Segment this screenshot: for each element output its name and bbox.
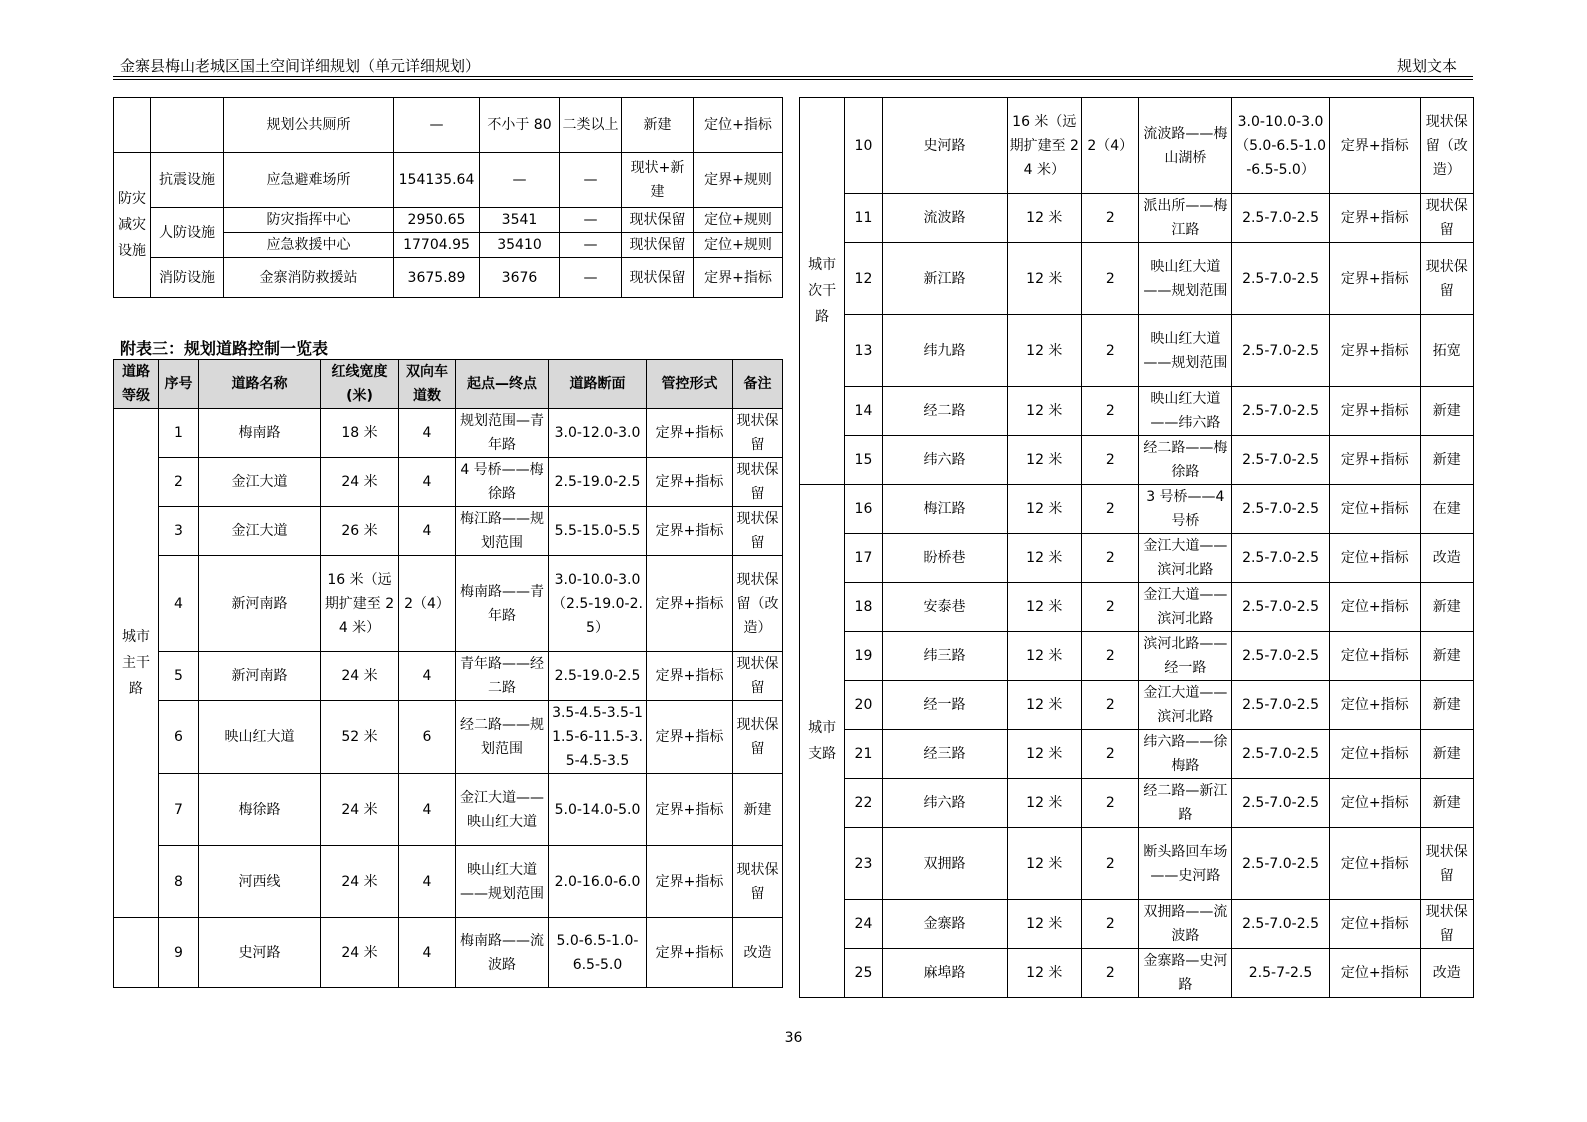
remarks: 新建 xyxy=(1420,632,1473,681)
lane-count: 2 xyxy=(1082,436,1139,485)
road-name: 梅江路 xyxy=(882,485,1007,534)
road-extent: 双拥路——流波路 xyxy=(1139,900,1232,949)
red-line-width: 12 米 xyxy=(1007,730,1082,779)
road-grade-cell: 城市次干路 xyxy=(800,98,845,485)
red-line-width: 24 米 xyxy=(321,774,399,846)
red-line-width: 12 米 xyxy=(1007,632,1082,681)
road-extent: 映山红大道——规划范围 xyxy=(1139,243,1232,315)
table-row xyxy=(114,846,783,918)
red-line-width: 24 米 xyxy=(321,918,399,988)
road-section: 3.0-10.0-3.0（2.5-19.0-2.5） xyxy=(549,556,647,652)
red-line-width: 12 米 xyxy=(1007,779,1082,828)
lane-count: 2 xyxy=(1082,779,1139,828)
row-number: 14 xyxy=(845,387,882,436)
road-extent: 梅南路——青年路 xyxy=(456,556,549,652)
control-mode: 定界+指标 xyxy=(647,918,733,988)
table-cell: 二类以上 xyxy=(560,98,622,153)
red-line-width: 12 米 xyxy=(1007,194,1082,243)
table-row xyxy=(114,409,783,458)
table-cell: 现状+新建 xyxy=(622,153,694,208)
column-header: 序号 xyxy=(159,360,199,409)
road-grade-cell: 城市支路 xyxy=(800,485,845,998)
red-line-width: 52 米 xyxy=(321,701,399,774)
column-header: 管控形式 xyxy=(647,360,733,409)
lane-count: 2（4） xyxy=(1082,98,1139,194)
road-name: 金江大道 xyxy=(199,458,321,507)
control-mode: 定位+指标 xyxy=(1329,681,1420,730)
column-header: 道路等级 xyxy=(114,360,159,409)
table-row xyxy=(114,507,783,556)
table-row xyxy=(114,458,783,507)
road-name: 纬九路 xyxy=(882,315,1007,387)
control-mode: 定界+指标 xyxy=(647,774,733,846)
row-number: 7 xyxy=(159,774,199,846)
row-number: 2 xyxy=(159,458,199,507)
red-line-width: 12 米 xyxy=(1007,828,1082,900)
road-extent: 金江大道——滨河北路 xyxy=(1139,583,1232,632)
row-number: 3 xyxy=(159,507,199,556)
road-name: 金寨路 xyxy=(882,900,1007,949)
row-number: 22 xyxy=(845,779,882,828)
remarks: 新建 xyxy=(1420,387,1473,436)
remarks: 拓宽 xyxy=(1420,315,1473,387)
road-extent: 映山红大道——规划范围 xyxy=(456,846,549,918)
control-mode: 定界+指标 xyxy=(1329,387,1420,436)
control-mode: 定界+指标 xyxy=(647,409,733,458)
table-cell: 154135.64 xyxy=(394,153,480,208)
table-cell: — xyxy=(480,153,560,208)
row-number: 8 xyxy=(159,846,199,918)
remarks: 新建 xyxy=(1420,681,1473,730)
road-section: 2.5-7.0-2.5 xyxy=(1232,485,1330,534)
road-section: 2.5-19.0-2.5 xyxy=(549,458,647,507)
road-extent: 滨河北路——经一路 xyxy=(1139,632,1232,681)
red-line-width: 12 米 xyxy=(1007,315,1082,387)
lane-count: 2 xyxy=(1082,681,1139,730)
lane-count: 4 xyxy=(399,846,456,918)
remarks: 改造 xyxy=(1420,949,1473,998)
table-cell: 现状保留 xyxy=(622,208,694,233)
control-mode: 定界+指标 xyxy=(647,652,733,701)
road-extent: 经二路—新江路 xyxy=(1139,779,1232,828)
table-row xyxy=(800,828,1474,900)
table-row xyxy=(800,534,1474,583)
table-row xyxy=(114,701,783,774)
road-section: 5.5-15.0-5.5 xyxy=(549,507,647,556)
table-row xyxy=(114,556,783,652)
remarks: 新建 xyxy=(1420,583,1473,632)
red-line-width: 12 米 xyxy=(1007,436,1082,485)
table-cell: 3541 xyxy=(480,208,560,233)
road-extent: 纬六路——徐梅路 xyxy=(1139,730,1232,779)
road-section: 3.5-4.5-3.5-11.5-6-11.5-3.5-4.5-3.5 xyxy=(549,701,647,774)
lane-count: 2 xyxy=(1082,534,1139,583)
table-row xyxy=(800,632,1474,681)
road-name: 河西线 xyxy=(199,846,321,918)
road-extent: 梅南路——流波路 xyxy=(456,918,549,988)
road-section: 2.5-7.0-2.5 xyxy=(1232,534,1330,583)
row-number: 5 xyxy=(159,652,199,701)
road-name: 麻埠路 xyxy=(882,949,1007,998)
row-number: 10 xyxy=(845,98,882,194)
control-mode: 定界+指标 xyxy=(647,701,733,774)
page-number: 36 xyxy=(784,1030,803,1046)
table-row xyxy=(800,730,1474,779)
control-mode: 定界+指标 xyxy=(647,556,733,652)
lane-count: 2 xyxy=(1082,949,1139,998)
red-line-width: 12 米 xyxy=(1007,681,1082,730)
control-mode: 定位+指标 xyxy=(1329,730,1420,779)
table-cell: 3676 xyxy=(480,258,560,298)
lane-count: 2 xyxy=(1082,900,1139,949)
red-line-width: 24 米 xyxy=(321,846,399,918)
road-section: 3.0-10.0-3.0（5.0-6.5-1.0-6.5-5.0） xyxy=(1232,98,1330,194)
table-cell: 现状保留 xyxy=(622,233,694,258)
road-extent: 梅江路——规划范围 xyxy=(456,507,549,556)
road-section: 2.5-7.0-2.5 xyxy=(1232,194,1330,243)
row-number: 9 xyxy=(159,918,199,988)
category-cell: 人防设施 xyxy=(151,208,224,258)
remarks: 新建 xyxy=(733,774,783,846)
table-row xyxy=(114,652,783,701)
remarks: 改造 xyxy=(1420,534,1473,583)
facility-name: 应急救援中心 xyxy=(224,233,394,258)
road-section: 2.5-7.0-2.5 xyxy=(1232,828,1330,900)
road-extent: 映山红大道——规划范围 xyxy=(1139,315,1232,387)
road-name: 纬三路 xyxy=(882,632,1007,681)
control-mode: 定界+指标 xyxy=(647,846,733,918)
table-cell: — xyxy=(560,208,622,233)
lane-count: 2 xyxy=(1082,730,1139,779)
road-name: 梅南路 xyxy=(199,409,321,458)
control-mode: 定界+指标 xyxy=(1329,194,1420,243)
table-row xyxy=(800,681,1474,730)
row-number: 12 xyxy=(845,243,882,315)
road-name: 双拥路 xyxy=(882,828,1007,900)
road-extent: 金寨路—史河路 xyxy=(1139,949,1232,998)
column-header: 道路断面 xyxy=(549,360,647,409)
row-number: 21 xyxy=(845,730,882,779)
road-extent: 金江大道——映山红大道 xyxy=(456,774,549,846)
table-cell: 定界+指标 xyxy=(694,258,783,298)
control-mode: 定位+指标 xyxy=(1329,900,1420,949)
remarks: 新建 xyxy=(1420,779,1473,828)
table-row xyxy=(800,583,1474,632)
road-name: 经一路 xyxy=(882,681,1007,730)
facility-name: 金寨消防救援站 xyxy=(224,258,394,298)
row-number: 13 xyxy=(845,315,882,387)
red-line-width: 16 米（远期扩建至 24 米） xyxy=(321,556,399,652)
road-section: 2.5-7.0-2.5 xyxy=(1232,681,1330,730)
lane-count: 2 xyxy=(1082,828,1139,900)
table-row xyxy=(800,485,1474,534)
lane-count: 4 xyxy=(399,458,456,507)
table-cell: 定界+规则 xyxy=(694,153,783,208)
lane-count: 2 xyxy=(1082,632,1139,681)
control-mode: 定界+指标 xyxy=(647,458,733,507)
facility-name: 防灾指挥中心 xyxy=(224,208,394,233)
remarks: 现状保留 xyxy=(733,846,783,918)
table-row xyxy=(800,315,1474,387)
road-name: 映山红大道 xyxy=(199,701,321,774)
road-section: 2.5-7.0-2.5 xyxy=(1232,632,1330,681)
table-cell: 2950.65 xyxy=(394,208,480,233)
lane-count: 2 xyxy=(1082,387,1139,436)
remarks: 现状保留 xyxy=(733,409,783,458)
road-name: 史河路 xyxy=(199,918,321,988)
road-name: 新河南路 xyxy=(199,652,321,701)
row-number: 1 xyxy=(159,409,199,458)
lane-count: 4 xyxy=(399,409,456,458)
lane-count: 6 xyxy=(399,701,456,774)
table-row xyxy=(114,774,783,846)
road-name: 梅徐路 xyxy=(199,774,321,846)
red-line-width: 12 米 xyxy=(1007,900,1082,949)
road-name: 纬六路 xyxy=(882,779,1007,828)
lane-count: 4 xyxy=(399,774,456,846)
control-mode: 定位+指标 xyxy=(1329,828,1420,900)
column-header: 起点—终点 xyxy=(456,360,549,409)
lane-count: 2 xyxy=(1082,243,1139,315)
control-mode: 定位+指标 xyxy=(1329,949,1420,998)
table-cell: 不小于 80 xyxy=(480,98,560,153)
red-line-width: 18 米 xyxy=(321,409,399,458)
lane-count: 4 xyxy=(399,652,456,701)
row-number: 18 xyxy=(845,583,882,632)
table-row xyxy=(800,949,1474,998)
document-title: 金寨县梅山老城区国土空间详细规划（单元详细规划） xyxy=(120,57,481,75)
remarks: 现状保留 xyxy=(733,458,783,507)
road-extent: 规划范围—青年路 xyxy=(456,409,549,458)
table-row xyxy=(114,98,783,153)
column-header: 道路名称 xyxy=(199,360,321,409)
remarks: 在建 xyxy=(1420,485,1473,534)
control-mode: 定位+指标 xyxy=(1329,583,1420,632)
red-line-width: 12 米 xyxy=(1007,583,1082,632)
lane-count: 2 xyxy=(1082,315,1139,387)
remarks: 现状保留（改造） xyxy=(733,556,783,652)
table-row xyxy=(800,436,1474,485)
road-section: 2.5-7.0-2.5 xyxy=(1232,779,1330,828)
row-number: 16 xyxy=(845,485,882,534)
road-section: 2.5-7.0-2.5 xyxy=(1232,315,1330,387)
road-name: 经三路 xyxy=(882,730,1007,779)
remarks: 新建 xyxy=(1420,436,1473,485)
remarks: 现状保留 xyxy=(1420,243,1473,315)
road-extent: 断头路回车场——史河路 xyxy=(1139,828,1232,900)
red-line-width: 12 米 xyxy=(1007,485,1082,534)
column-header: 红线宽度(米) xyxy=(321,360,399,409)
road-extent: 经二路——梅徐路 xyxy=(1139,436,1232,485)
table-cell: 新建 xyxy=(622,98,694,153)
table-row xyxy=(800,98,1474,194)
table-row xyxy=(800,387,1474,436)
red-line-width: 12 米 xyxy=(1007,243,1082,315)
table-row xyxy=(800,194,1474,243)
road-name: 经二路 xyxy=(882,387,1007,436)
facility-name: 应急避难场所 xyxy=(224,153,394,208)
road-section: 2.5-7.0-2.5 xyxy=(1232,243,1330,315)
red-line-width: 16 米（远期扩建至 24 米） xyxy=(1007,98,1082,194)
group-label: 防灾减灾设施 xyxy=(114,153,151,298)
red-line-width: 26 米 xyxy=(321,507,399,556)
road-section: 2.5-7.0-2.5 xyxy=(1232,387,1330,436)
road-section: 3.0-12.0-3.0 xyxy=(549,409,647,458)
table-row xyxy=(114,153,783,208)
table-cell: 35410 xyxy=(480,233,560,258)
red-line-width: 12 米 xyxy=(1007,387,1082,436)
control-mode: 定位+指标 xyxy=(1329,534,1420,583)
road-extent: 映山红大道——纬六路 xyxy=(1139,387,1232,436)
remarks: 现状保留 xyxy=(733,507,783,556)
road-section: 2.0-16.0-6.0 xyxy=(549,846,647,918)
road-name: 纬六路 xyxy=(882,436,1007,485)
remarks: 改造 xyxy=(733,918,783,988)
road-name: 金江大道 xyxy=(199,507,321,556)
control-mode: 定界+指标 xyxy=(1329,98,1420,194)
road-grade-cell: 城市主干路 xyxy=(114,409,159,918)
table-cell xyxy=(151,98,224,153)
table-cell: 现状保留 xyxy=(622,258,694,298)
row-number: 6 xyxy=(159,701,199,774)
table-header-row xyxy=(114,360,783,409)
control-mode: 定位+指标 xyxy=(1329,485,1420,534)
road-table-left xyxy=(113,359,783,988)
row-number: 19 xyxy=(845,632,882,681)
control-mode: 定界+指标 xyxy=(1329,315,1420,387)
category-cell: 消防设施 xyxy=(151,258,224,298)
red-line-width: 12 米 xyxy=(1007,534,1082,583)
column-header: 双向车道数 xyxy=(399,360,456,409)
lane-count: 4 xyxy=(399,918,456,988)
facility-name: 规划公共厕所 xyxy=(224,98,394,153)
table-row xyxy=(114,918,783,988)
control-mode: 定界+指标 xyxy=(647,507,733,556)
control-mode: 定位+指标 xyxy=(1329,632,1420,681)
road-extent: 金江大道——滨河北路 xyxy=(1139,534,1232,583)
remarks: 现状保留 xyxy=(1420,194,1473,243)
control-mode: 定界+指标 xyxy=(1329,436,1420,485)
row-number: 17 xyxy=(845,534,882,583)
row-number: 11 xyxy=(845,194,882,243)
table-row xyxy=(114,208,783,233)
lane-count: 4 xyxy=(399,507,456,556)
road-name: 安泰巷 xyxy=(882,583,1007,632)
table-cell xyxy=(114,98,151,153)
document-type: 规划文本 xyxy=(1396,57,1457,75)
section-title: 附表三：规划道路控制一览表 xyxy=(120,339,329,358)
table-row xyxy=(114,258,783,298)
row-number: 25 xyxy=(845,949,882,998)
remarks: 现状保留（改造） xyxy=(1420,98,1473,194)
road-name: 新河南路 xyxy=(199,556,321,652)
road-extent: 经二路——规划范围 xyxy=(456,701,549,774)
road-grade-cell xyxy=(114,918,159,988)
red-line-width: 12 米 xyxy=(1007,949,1082,998)
road-extent: 青年路——经二路 xyxy=(456,652,549,701)
road-name: 新江路 xyxy=(882,243,1007,315)
road-name: 盼桥巷 xyxy=(882,534,1007,583)
facility-table xyxy=(113,97,783,298)
table-cell: 定位+指标 xyxy=(694,98,783,153)
table-cell: 定位+规则 xyxy=(694,208,783,233)
row-number: 23 xyxy=(845,828,882,900)
row-number: 20 xyxy=(845,681,882,730)
row-number: 24 xyxy=(845,900,882,949)
remarks: 现状保留 xyxy=(1420,828,1473,900)
road-name: 流波路 xyxy=(882,194,1007,243)
row-number: 15 xyxy=(845,436,882,485)
control-mode: 定界+指标 xyxy=(1329,243,1420,315)
lane-count: 2 xyxy=(1082,194,1139,243)
road-section: 2.5-7.0-2.5 xyxy=(1232,730,1330,779)
column-header: 备注 xyxy=(733,360,783,409)
remarks: 现状保留 xyxy=(733,652,783,701)
road-extent: 4 号桥——梅徐路 xyxy=(456,458,549,507)
road-extent: 金江大道——滨河北路 xyxy=(1139,681,1232,730)
lane-count: 2 xyxy=(1082,485,1139,534)
red-line-width: 24 米 xyxy=(321,652,399,701)
table-cell: — xyxy=(560,153,622,208)
road-name: 史河路 xyxy=(882,98,1007,194)
road-section: 5.0-6.5-1.0-6.5-5.0 xyxy=(549,918,647,988)
table-cell: — xyxy=(394,98,480,153)
road-section: 2.5-7.0-2.5 xyxy=(1232,436,1330,485)
remarks: 新建 xyxy=(1420,730,1473,779)
table-row xyxy=(800,900,1474,949)
lane-count: 2（4） xyxy=(399,556,456,652)
table-cell: — xyxy=(560,258,622,298)
road-section: 2.5-7.0-2.5 xyxy=(1232,900,1330,949)
category-cell: 抗震设施 xyxy=(151,153,224,208)
road-section: 5.0-14.0-5.0 xyxy=(549,774,647,846)
road-table-right xyxy=(799,97,1474,998)
row-number: 4 xyxy=(159,556,199,652)
road-extent: 流波路——梅山湖桥 xyxy=(1139,98,1232,194)
lane-count: 2 xyxy=(1082,583,1139,632)
road-section: 2.5-19.0-2.5 xyxy=(549,652,647,701)
table-cell: 3675.89 xyxy=(394,258,480,298)
control-mode: 定位+指标 xyxy=(1329,779,1420,828)
remarks: 现状保留 xyxy=(1420,900,1473,949)
header-divider xyxy=(113,76,1473,80)
table-row xyxy=(800,243,1474,315)
table-cell: 定位+规则 xyxy=(694,233,783,258)
red-line-width: 24 米 xyxy=(321,458,399,507)
table-cell: — xyxy=(560,233,622,258)
road-extent: 3 号桥——4 号桥 xyxy=(1139,485,1232,534)
road-section: 2.5-7-2.5 xyxy=(1232,949,1330,998)
road-extent: 派出所——梅江路 xyxy=(1139,194,1232,243)
remarks: 现状保留 xyxy=(733,701,783,774)
table-cell: 17704.95 xyxy=(394,233,480,258)
road-section: 2.5-7.0-2.5 xyxy=(1232,583,1330,632)
table-row xyxy=(800,779,1474,828)
